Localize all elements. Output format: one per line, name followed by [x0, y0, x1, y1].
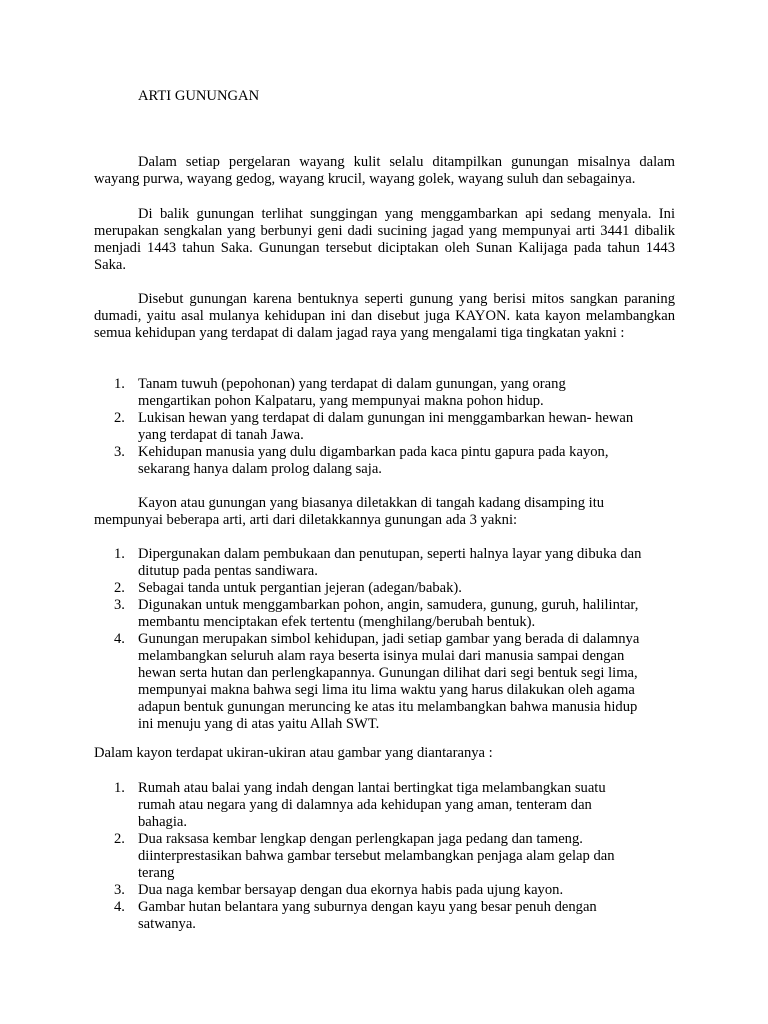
list-item — [94, 580, 694, 597]
paragraph-2: Di balik gunungan terlihat sunggingan yang menggambarkan api sedang menyala. Ini merupakan sengkalan yang berbunyi geni dadi sucining jagad yang mempunyai arti 3441 dibalik menjadi 1443 tahun Saka. Gunungan tersebut diciptakan oleh Sunan Kalijaga pada tahun 1443 Saka. — [94, 206, 675, 273]
paragraph-3: Disebut gunungan karena bentuknya seperti gunung yang berisi mitos sangkan paraning dumadi, yaitu asal mulanya kehidupan ini dan disebut juga KAYON. kata kayon melambangkan semua kehidupan yang terdapat di dalam jagad raya yang mengalami tiga tingkatan yakni : — [94, 291, 675, 341]
list-line: Gambar hutan belantara yang suburnya dengan kayu yang besar penuh dengan — [138, 899, 597, 915]
list-number: 4. — [114, 899, 125, 915]
list-line: Dipergunakan dalam pembukaan dan penutupan, seperti halnya layar yang dibuka dan — [138, 546, 642, 562]
list-item — [94, 376, 694, 410]
list-line: Lukisan hewan yang terdapat di dalam gunungan ini menggambarkan hewan- hewan — [138, 410, 634, 426]
list-item — [94, 899, 694, 933]
list-arti — [94, 546, 694, 733]
list-line: ditutup pada pentas sandiwara. — [138, 563, 318, 579]
list-number: 3. — [114, 882, 125, 898]
list-item — [94, 597, 694, 631]
list-item — [94, 631, 694, 733]
list-line: Tanam tuwuh (pepohonan) yang terdapat di dalam gunungan, yang orang — [138, 376, 566, 392]
paragraph-4-line-1: Kayon atau gunungan yang biasanya diletakkan di tangah kadang disamping itu — [138, 495, 605, 511]
paragraph-1: Dalam setiap pergelaran wayang kulit selalu ditampilkan gunungan misalnya dalam wayang purwa, wayang gedog, wayang krucil, wayang golek, wayang suluh dan sebagainya. — [94, 154, 675, 187]
list-item — [94, 410, 694, 444]
list-line: Rumah atau balai yang indah dengan lantai bertingkat tiga melambangkan suatu — [138, 780, 606, 796]
list-line: ini menuju yang di atas yaitu Allah SWT. — [138, 716, 380, 732]
list-line: bahagia. — [138, 814, 188, 830]
list-item — [94, 882, 694, 899]
list-line: Digunakan untuk menggambarkan pohon, angin, samudera, gunung, guruh, halilintar, — [138, 597, 639, 613]
list-number: 2. — [114, 580, 125, 596]
list-number: 3. — [114, 444, 125, 460]
list-line: Sebagai tanda untuk pergantian jejeran (adegan/babak). — [138, 580, 462, 596]
list-line: hewan serta hutan dan perlengkapannya. Gunungan dilihat dari segi bentuk segi lima, — [138, 665, 638, 681]
list-tingkatan — [94, 376, 694, 478]
list-item — [94, 546, 694, 580]
list-number: 2. — [114, 831, 125, 847]
list-line: Dua raksasa kembar lengkap dengan perlengkapan jaga pedang dan tameng. — [138, 831, 583, 847]
list-number: 1. — [114, 546, 125, 562]
list-line: mempunyai makna bahwa segi lima itu lima waktu yang harus dilakukan oleh agama — [138, 682, 635, 698]
list-line: rumah atau negara yang di dalamnya ada kehidupan yang aman, tenteram dan — [138, 797, 592, 813]
list-number: 1. — [114, 780, 125, 796]
list-line: adapun bentuk gunungan meruncing ke atas itu melambangkan bahwa manusia hidup — [138, 699, 638, 715]
list-number: 3. — [114, 597, 125, 613]
list-line: membantu menciptakan efek tertentu (menghilang/berubah bentuk). — [138, 614, 536, 630]
list-line: diinterprestasikan bahwa gambar tersebut melambangkan penjaga alam gelap dan — [138, 848, 615, 864]
list-line: Kehidupan manusia yang dulu digambarkan pada kaca pintu gapura pada kayon, — [138, 444, 609, 460]
document-title: ARTI GUNUNGAN — [138, 88, 260, 104]
paragraph-4 — [94, 495, 675, 529]
list-number: 2. — [114, 410, 125, 426]
paragraph-5: Dalam kayon terdapat ukiran-ukiran atau gambar yang diantaranya : — [94, 745, 493, 761]
list-line: satwanya. — [138, 916, 196, 932]
list-ukiran — [94, 780, 694, 933]
list-number: 1. — [114, 376, 125, 392]
list-line: mengartikan pohon Kalpataru, yang mempunyai makna pohon hidup. — [138, 393, 544, 409]
list-item — [94, 780, 694, 831]
paragraph-4-line-2: mempunyai beberapa arti, arti dari diletakkannya gunungan ada 3 yakni: — [94, 512, 518, 528]
list-line: yang terdapat di tanah Jawa. — [138, 427, 304, 443]
list-number: 4. — [114, 631, 125, 647]
list-line: sekarang hanya dalam prolog dalang saja. — [138, 461, 382, 477]
list-item — [94, 831, 694, 882]
list-line: melambangkan seluruh alam raya beserta isinya mulai dari manusia sampai dengan — [138, 648, 625, 664]
list-item — [94, 444, 694, 478]
list-line: terang — [138, 865, 175, 881]
list-line: Dua naga kembar bersayap dengan dua ekornya habis pada ujung kayon. — [138, 882, 564, 898]
list-line: Gunungan merupakan simbol kehidupan, jadi setiap gambar yang berada di dalamnya — [138, 631, 640, 647]
